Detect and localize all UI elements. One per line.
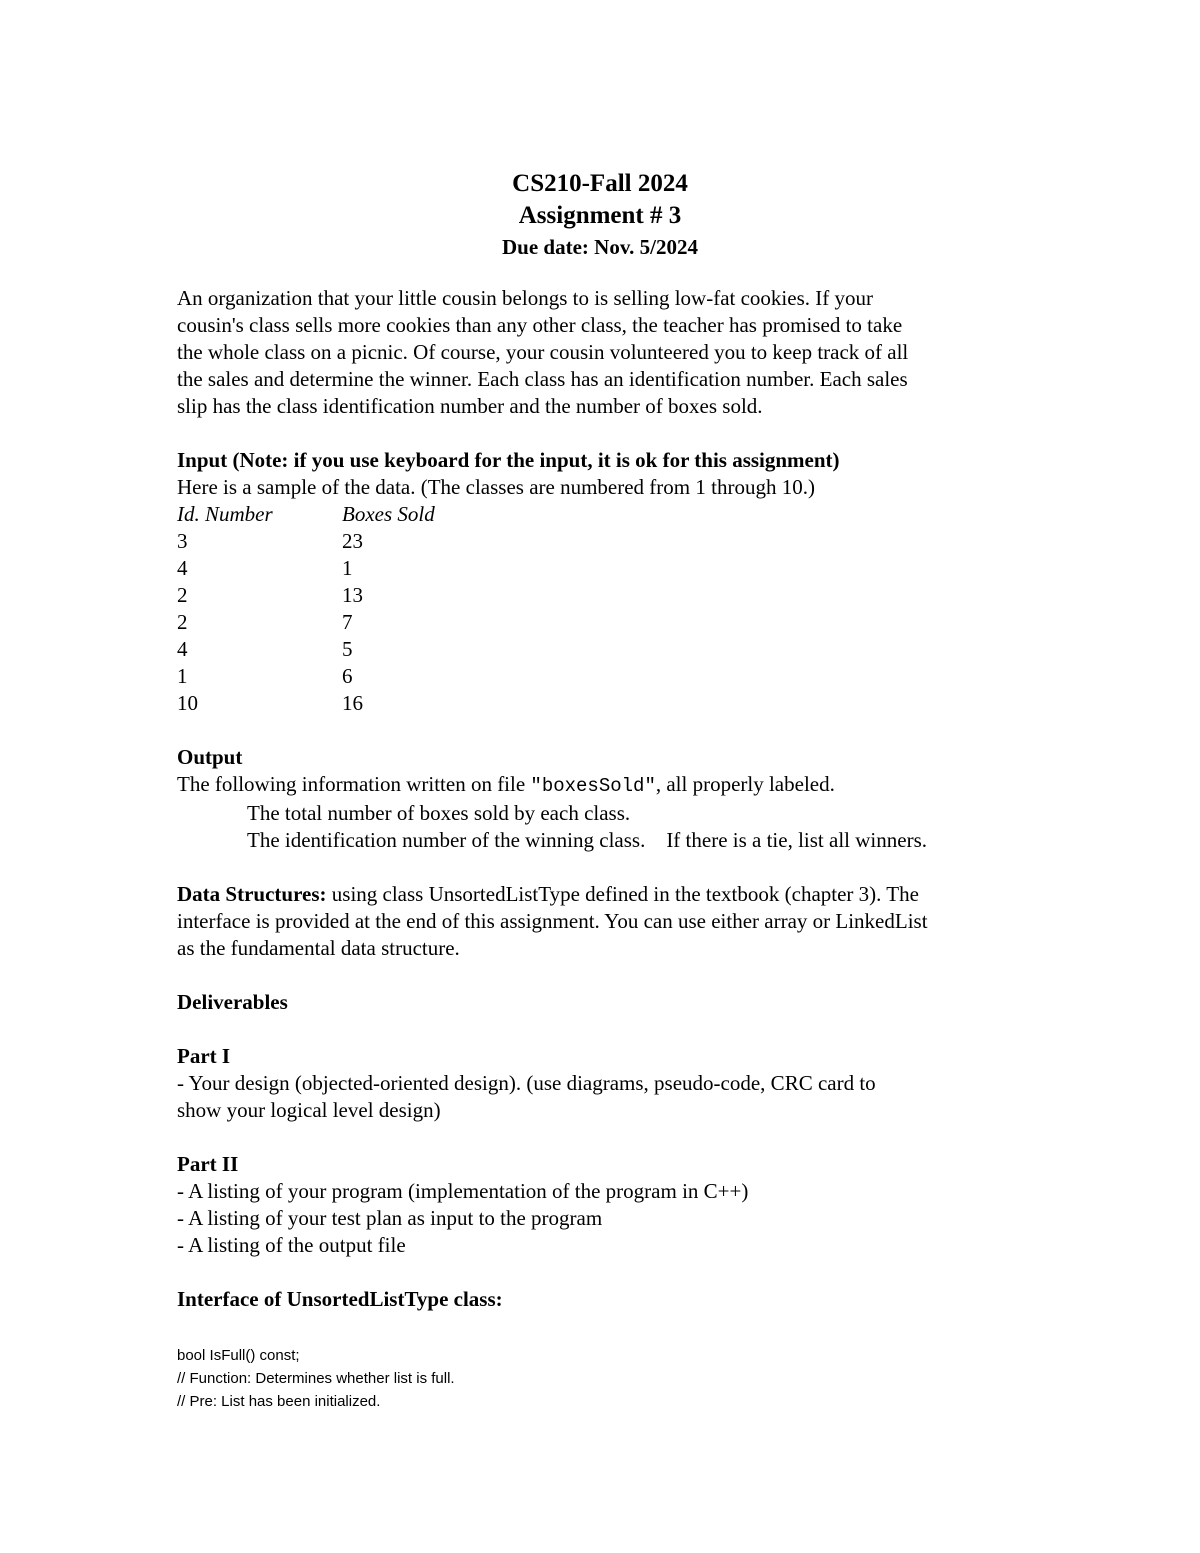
due-date: Due date: Nov. 5/2024 — [502, 235, 698, 259]
part2-line: - A listing of the output file — [177, 1233, 406, 1257]
output-heading: Output — [177, 745, 243, 769]
intro-paragraph — [177, 285, 1037, 420]
table-row — [177, 555, 435, 582]
course-title: CS210-Fall 2024 — [512, 170, 688, 197]
part1-heading: Part I — [177, 1044, 231, 1068]
output-text-before: The following information written on file — [177, 772, 531, 796]
code-line: bool IsFull() const; — [177, 1347, 300, 1364]
table-row — [177, 690, 435, 717]
document-body — [177, 285, 1037, 1313]
table-header-row — [177, 501, 435, 528]
boxes-cell: 6 — [342, 664, 353, 688]
boxes-cell: 16 — [342, 691, 363, 715]
part2-line: - A listing of your test plan as input to the program — [177, 1206, 603, 1230]
intro-line: the whole class on a picnic. Of course, your cousin volunteered you to keep track of all — [177, 340, 909, 364]
id-cell: 2 — [177, 610, 188, 634]
output-filename: "boxesSold" — [530, 775, 656, 797]
table-row — [177, 528, 435, 555]
intro-line: the sales and determine the winner. Each class has an identification number. Each sales — [177, 367, 908, 391]
table-row — [177, 582, 435, 609]
sample-data-table — [177, 501, 435, 717]
code-line: // Pre: List has been initialized. — [177, 1393, 381, 1410]
id-cell: 3 — [177, 529, 188, 553]
interface-code-block — [177, 1344, 1037, 1413]
column-header-boxes: Boxes Sold — [342, 502, 435, 526]
code-line: // Function: Determines whether list is full. — [177, 1370, 455, 1387]
document-header — [0, 168, 1200, 262]
output-description — [177, 771, 1037, 800]
table-row — [177, 663, 435, 690]
boxes-cell: 1 — [342, 556, 353, 580]
interface-heading: Interface of UnsortedListType class: — [177, 1287, 503, 1311]
boxes-cell: 23 — [342, 529, 363, 553]
id-cell: 4 — [177, 556, 188, 580]
intro-line: slip has the class identification number and the number of boxes sold. — [177, 394, 763, 418]
id-cell: 2 — [177, 583, 188, 607]
boxes-cell: 5 — [342, 637, 353, 661]
output-item: The total number of boxes sold by each class. — [247, 801, 631, 825]
data-structures-line: interface is provided at the end of this assignment. You can use either array or LinkedList — [177, 909, 928, 933]
output-text-after: , all properly labeled. — [655, 772, 835, 796]
data-structures-heading: Data Structures: — [177, 882, 327, 906]
part2-heading: Part II — [177, 1152, 239, 1176]
boxes-cell: 7 — [342, 610, 353, 634]
data-structures-line — [177, 881, 1037, 908]
assignment-title: Assignment # 3 — [518, 202, 682, 229]
part1-line: show your logical level design) — [177, 1098, 441, 1122]
data-structures-line: as the fundamental data structure. — [177, 936, 460, 960]
table-row — [177, 609, 435, 636]
table-row — [177, 636, 435, 663]
data-structures-text: using class UnsortedListType defined in the textbook (chapter 3). The — [326, 882, 919, 906]
input-heading: Input (Note: if you use keyboard for the input, it is ok for this assignment) — [177, 448, 840, 472]
id-cell: 4 — [177, 637, 188, 661]
boxes-cell: 13 — [342, 583, 363, 607]
part1-line: - Your design (objected-oriented design). (use diagrams, pseudo-code, CRC card to — [177, 1071, 876, 1095]
id-cell: 10 — [177, 691, 198, 715]
id-cell: 1 — [177, 664, 188, 688]
column-header-id: Id. Number — [177, 502, 273, 526]
output-item: The identification number of the winning class. If there is a tie, list all winners. — [247, 828, 927, 852]
input-description: Here is a sample of the data. (The classes are numbered from 1 through 10.) — [177, 475, 815, 499]
deliverables-heading: Deliverables — [177, 990, 288, 1014]
intro-line: An organization that your little cousin belongs to is selling low-fat cookies. If your — [177, 286, 873, 310]
part2-line: - A listing of your program (implementation of the program in C++) — [177, 1179, 749, 1203]
intro-line: cousin's class sells more cookies than any other class, the teacher has promised to take — [177, 313, 903, 337]
